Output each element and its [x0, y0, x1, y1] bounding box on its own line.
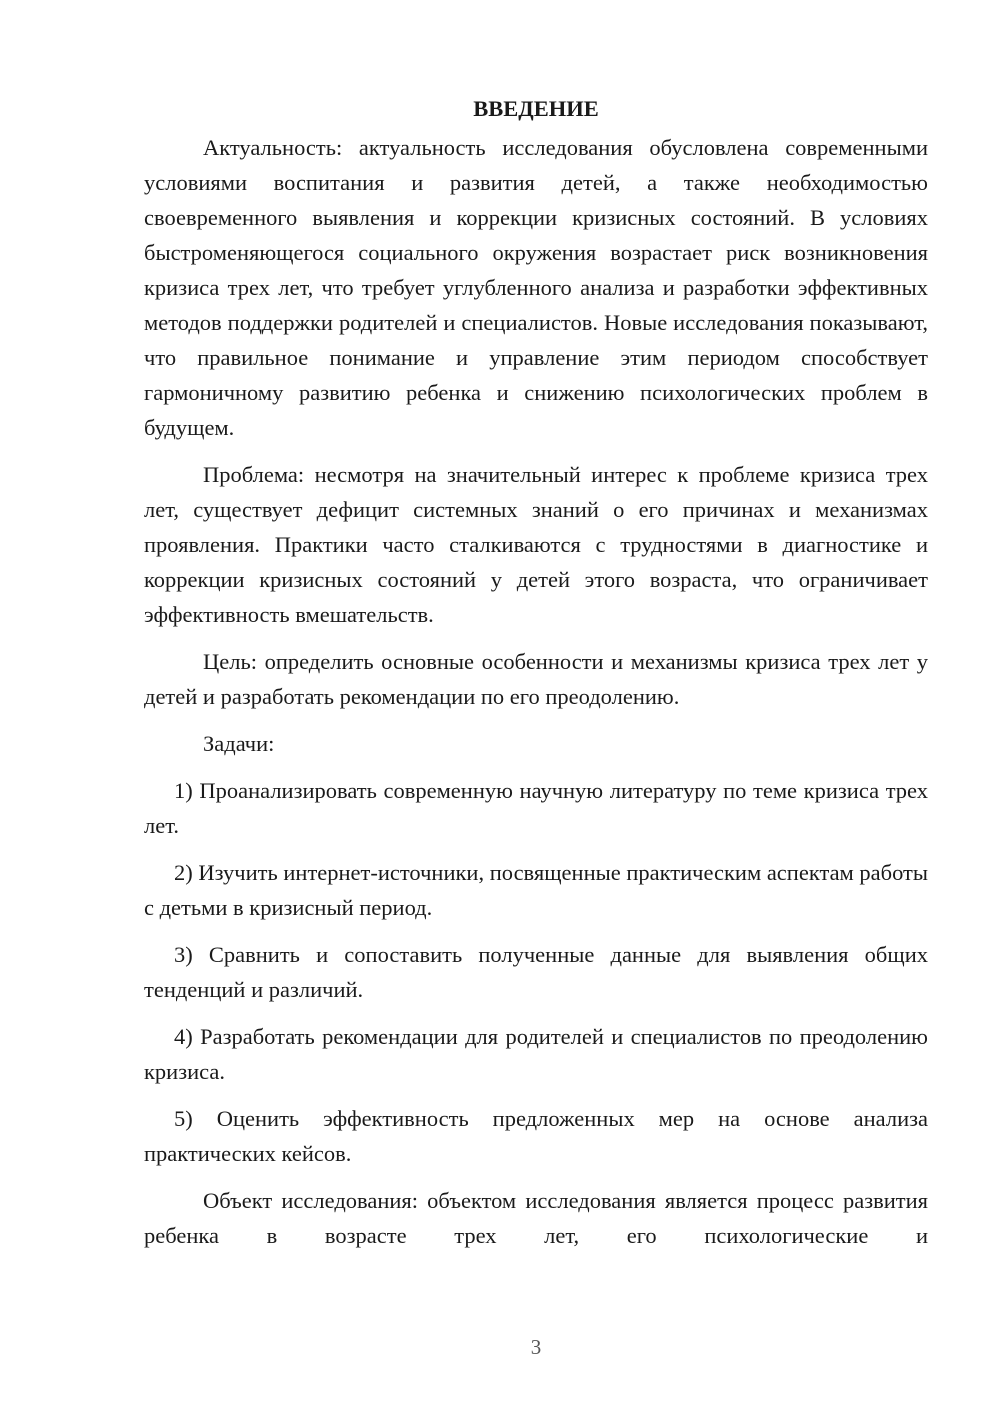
task-item-1: 1) Проанализировать современную научную литературу по теме кризиса трех лет.: [144, 778, 928, 838]
page-content: [144, 91, 928, 1253]
problem-paragraph: Проблема: несмотря на значительный интерес к проблеме кризиса трех лет, существует дефицит системных знаний о его причинах и механизмах проявления. Практики часто сталкиваются с трудностями в диагностике и коррекции кризисных состояний у детей этого возраста, что ограничивает эффективность вмешательств.: [144, 462, 928, 627]
task-item-4: 4) Разработать рекомендации для родителей и специалистов по преодолению кризиса.: [144, 1024, 928, 1084]
goal-paragraph: Цель: определить основные особенности и механизмы кризиса трех лет у детей и разработать рекомендации по его преодолению.: [144, 649, 928, 709]
task-item-2: 2) Изучить интернет-источники, посвященные практическим аспектам работы с детьми в кризисный период.: [144, 860, 929, 920]
relevance-paragraph: Актуальность: актуальность исследования обусловлена современными условиями воспитания и развития детей, а также необходимостью своевременного выявления и коррекции кризисных состояний. В условиях быстроменяющегося социального окружения возрастает риск возникновения кризиса трех лет, что требует углубленного анализа и разработки эффективных методов поддержки родителей и специалистов. Новые исследования показывают, что правильное понимание и управление этим периодом способствует гармоничному развитию ребенка и снижению психологических проблем в будущем.: [144, 135, 928, 440]
task-item-5: 5) Оценить эффективность предложенных мер на основе анализа практических кейсов.: [144, 1106, 928, 1166]
tasks-heading: Задачи:: [203, 731, 275, 756]
page-title: ВВЕДЕНИЕ: [473, 96, 599, 121]
object-paragraph: Объект исследования: объектом исследования является процесс развития ребенка в возрасте трех лет, его психологические и: [144, 1188, 928, 1248]
task-item-3: 3) Сравнить и сопоставить полученные данные для выявления общих тенденций и различий.: [144, 942, 928, 1002]
page-number: 3: [530, 1335, 542, 1359]
